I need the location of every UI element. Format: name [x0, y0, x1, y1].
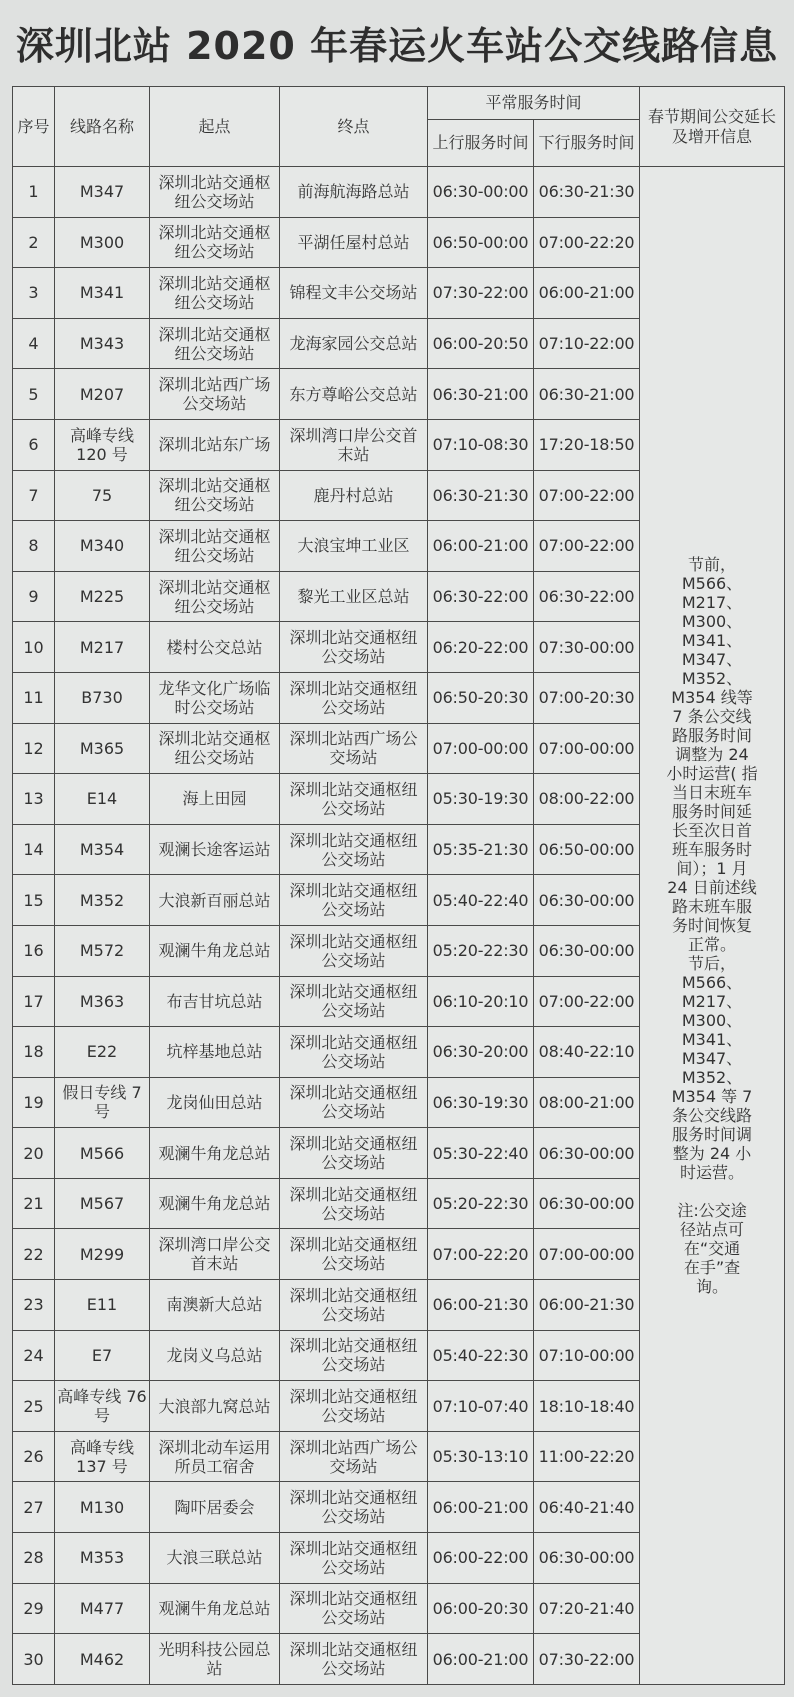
cell-down-time: 07:00-22:20 — [534, 217, 640, 268]
cell-up-time: 06:30-00:00 — [428, 167, 534, 218]
cell-seq: 2 — [13, 217, 55, 268]
cell-down-time: 06:30-21:00 — [534, 369, 640, 420]
cell-start-station: 南澳新大总站 — [150, 1280, 280, 1331]
cell-down-time: 07:10-00:00 — [534, 1330, 640, 1381]
cell-end-station: 深圳北站交通枢纽公交场站 — [280, 1229, 428, 1280]
cell-line-name: 75 — [55, 470, 150, 521]
cell-up-time: 07:00-00:00 — [428, 723, 534, 774]
cell-end-station: 深圳北站交通枢纽公交场站 — [280, 1077, 428, 1128]
cell-line-name: M340 — [55, 521, 150, 572]
cell-line-name: M225 — [55, 571, 150, 622]
cell-end-station: 深圳北站交通枢纽公交场站 — [280, 1583, 428, 1634]
cell-up-time: 05:20-22:30 — [428, 925, 534, 976]
cell-end-station: 深圳北站交通枢纽公交场站 — [280, 1330, 428, 1381]
cell-start-station: 深圳北站交通枢纽公交场站 — [150, 521, 280, 572]
cell-end-station: 深圳湾口岸公交首末站 — [280, 419, 428, 470]
cell-line-name: E14 — [55, 774, 150, 825]
cell-seq: 5 — [13, 369, 55, 420]
cell-down-time: 07:00-22:00 — [534, 976, 640, 1027]
cell-seq: 24 — [13, 1330, 55, 1381]
cell-down-time: 06:30-21:30 — [534, 167, 640, 218]
cell-end-station: 深圳北站交通枢纽公交场站 — [280, 824, 428, 875]
cell-down-time: 06:30-22:00 — [534, 571, 640, 622]
cell-start-station: 布吉甘坑总站 — [150, 976, 280, 1027]
cell-start-station: 深圳北站交通枢纽公交场站 — [150, 571, 280, 622]
cell-seq: 17 — [13, 976, 55, 1027]
cell-line-name: M566 — [55, 1128, 150, 1179]
header-festival: 春节期间公交延长及增开信息 — [640, 87, 785, 167]
cell-start-station: 光明科技公园总站 — [150, 1634, 280, 1685]
cell-seq: 22 — [13, 1229, 55, 1280]
cell-seq: 14 — [13, 824, 55, 875]
cell-end-station: 深圳北站西广场公交场站 — [280, 1431, 428, 1482]
cell-line-name: M572 — [55, 925, 150, 976]
cell-seq: 23 — [13, 1280, 55, 1331]
table-body — [13, 167, 785, 1685]
cell-seq: 8 — [13, 521, 55, 572]
cell-line-name: M207 — [55, 369, 150, 420]
cell-seq: 15 — [13, 875, 55, 926]
cell-end-station: 深圳北站交通枢纽公交场站 — [280, 1482, 428, 1533]
cell-end-station: 大浪宝坤工业区 — [280, 521, 428, 572]
cell-down-time: 06:40-21:40 — [534, 1482, 640, 1533]
cell-down-time: 08:40-22:10 — [534, 1027, 640, 1078]
cell-start-station: 深圳北站交通枢纽公交场站 — [150, 723, 280, 774]
cell-line-name: M352 — [55, 875, 150, 926]
header-row-1 — [13, 87, 785, 120]
cell-seq: 25 — [13, 1381, 55, 1432]
cell-up-time: 06:00-21:30 — [428, 1280, 534, 1331]
cell-start-station: 深圳北站交通枢纽公交场站 — [150, 167, 280, 218]
header-line: 线路名称 — [55, 87, 150, 167]
cell-up-time: 06:50-00:00 — [428, 217, 534, 268]
festival-note: 节前， M566、 M217、 M300、 M341、 M347、 M352、 M354 线等 7 条公交线 路服务时间 调整为 24 小时运营( 指 当日末班车 服务时间延 长至次日首 班车服务时 间）；1 月 24 日前述线 路末班车服 务时间恢复 正常。 节后， M566、 M217、 M300、 M341、 M347、 M352、 M354 等 7 条公交线路 服务时间调 整为 24 小 时运营。 注:公交途 径站点可 在“交通 在手”查 询。 — [640, 167, 785, 1685]
cell-line-name: M341 — [55, 268, 150, 319]
cell-line-name: B730 — [55, 672, 150, 723]
cell-end-station: 深圳北站交通枢纽公交场站 — [280, 1634, 428, 1685]
cell-start-station: 深圳北站交通枢纽公交场站 — [150, 470, 280, 521]
cell-down-time: 07:30-22:00 — [534, 1634, 640, 1685]
cell-start-station: 深圳北站交通枢纽公交场站 — [150, 318, 280, 369]
cell-seq: 27 — [13, 1482, 55, 1533]
cell-up-time: 05:30-13:10 — [428, 1431, 534, 1482]
cell-start-station: 深圳北站交通枢纽公交场站 — [150, 268, 280, 319]
cell-seq: 9 — [13, 571, 55, 622]
table-row — [13, 167, 785, 218]
header-start: 起点 — [150, 87, 280, 167]
cell-start-station: 深圳北站西广场公交场站 — [150, 369, 280, 420]
cell-end-station: 鹿丹村总站 — [280, 470, 428, 521]
cell-down-time: 18:10-18:40 — [534, 1381, 640, 1432]
bus-route-table — [12, 86, 785, 1685]
cell-down-time: 11:00-22:20 — [534, 1431, 640, 1482]
cell-seq: 29 — [13, 1583, 55, 1634]
cell-seq: 26 — [13, 1431, 55, 1482]
cell-start-station: 深圳北动车运用所员工宿舍 — [150, 1431, 280, 1482]
cell-up-time: 06:50-20:30 — [428, 672, 534, 723]
cell-seq: 30 — [13, 1634, 55, 1685]
cell-start-station: 海上田园 — [150, 774, 280, 825]
cell-end-station: 东方尊峪公交总站 — [280, 369, 428, 420]
cell-line-name: M354 — [55, 824, 150, 875]
cell-end-station: 前海航海路总站 — [280, 167, 428, 218]
cell-seq: 12 — [13, 723, 55, 774]
cell-down-time: 07:00-20:30 — [534, 672, 640, 723]
cell-line-name: M365 — [55, 723, 150, 774]
cell-end-station: 深圳北站交通枢纽公交场站 — [280, 1280, 428, 1331]
cell-up-time: 06:30-21:00 — [428, 369, 534, 420]
cell-seq: 20 — [13, 1128, 55, 1179]
cell-end-station: 深圳北站交通枢纽公交场站 — [280, 672, 428, 723]
cell-end-station: 深圳北站交通枢纽公交场站 — [280, 622, 428, 673]
cell-seq: 16 — [13, 925, 55, 976]
cell-end-station: 黎光工业区总站 — [280, 571, 428, 622]
cell-up-time: 05:40-22:40 — [428, 875, 534, 926]
header-normal-time: 平常服务时间 — [428, 87, 640, 120]
cell-start-station: 大浪三联总站 — [150, 1533, 280, 1584]
cell-start-station: 深圳北站交通枢纽公交场站 — [150, 217, 280, 268]
cell-start-station: 观澜牛角龙总站 — [150, 1178, 280, 1229]
page-title: 深圳北站 2020 年春运火车站公交线路信息 — [15, 24, 779, 68]
header-down-time: 下行服务时间 — [534, 120, 640, 167]
cell-line-name: 高峰专线 120 号 — [55, 419, 150, 470]
cell-down-time: 06:30-00:00 — [534, 1178, 640, 1229]
cell-up-time: 07:00-22:20 — [428, 1229, 534, 1280]
cell-up-time: 06:30-21:30 — [428, 470, 534, 521]
cell-line-name: M353 — [55, 1533, 150, 1584]
cell-line-name: 假日专线 7 号 — [55, 1077, 150, 1128]
cell-end-station: 龙海家园公交总站 — [280, 318, 428, 369]
cell-line-name: 高峰专线 137 号 — [55, 1431, 150, 1482]
cell-end-station: 深圳北站交通枢纽公交场站 — [280, 1533, 428, 1584]
cell-line-name: M567 — [55, 1178, 150, 1229]
cell-line-name: M130 — [55, 1482, 150, 1533]
cell-up-time: 05:35-21:30 — [428, 824, 534, 875]
cell-up-time: 06:00-20:50 — [428, 318, 534, 369]
cell-down-time: 07:00-00:00 — [534, 723, 640, 774]
cell-up-time: 06:00-21:00 — [428, 1482, 534, 1533]
cell-end-station: 深圳北站西广场公交场站 — [280, 723, 428, 774]
cell-seq: 19 — [13, 1077, 55, 1128]
cell-up-time: 07:30-22:00 — [428, 268, 534, 319]
cell-up-time: 06:00-21:00 — [428, 1634, 534, 1685]
cell-seq: 11 — [13, 672, 55, 723]
cell-line-name: M217 — [55, 622, 150, 673]
cell-down-time: 06:30-00:00 — [534, 1533, 640, 1584]
cell-line-name: M363 — [55, 976, 150, 1027]
cell-end-station: 深圳北站交通枢纽公交场站 — [280, 1027, 428, 1078]
cell-end-station: 深圳北站交通枢纽公交场站 — [280, 1128, 428, 1179]
cell-end-station: 深圳北站交通枢纽公交场站 — [280, 925, 428, 976]
cell-up-time: 05:30-19:30 — [428, 774, 534, 825]
cell-down-time: 07:00-22:00 — [534, 470, 640, 521]
cell-up-time: 05:30-22:40 — [428, 1128, 534, 1179]
cell-end-station: 平湖任屋村总站 — [280, 217, 428, 268]
cell-line-name: M477 — [55, 1583, 150, 1634]
cell-line-name: M347 — [55, 167, 150, 218]
cell-down-time: 08:00-22:00 — [534, 774, 640, 825]
cell-line-name: E7 — [55, 1330, 150, 1381]
cell-end-station: 深圳北站交通枢纽公交场站 — [280, 875, 428, 926]
cell-end-station: 锦程文丰公交场站 — [280, 268, 428, 319]
cell-seq: 10 — [13, 622, 55, 673]
cell-seq: 28 — [13, 1533, 55, 1584]
cell-start-station: 坑梓基地总站 — [150, 1027, 280, 1078]
cell-down-time: 06:00-21:30 — [534, 1280, 640, 1331]
cell-down-time: 07:00-00:00 — [534, 1229, 640, 1280]
cell-end-station: 深圳北站交通枢纽公交场站 — [280, 1178, 428, 1229]
cell-line-name: M300 — [55, 217, 150, 268]
cell-line-name: E11 — [55, 1280, 150, 1331]
cell-seq: 3 — [13, 268, 55, 319]
cell-start-station: 龙岗义乌总站 — [150, 1330, 280, 1381]
cell-down-time: 17:20-18:50 — [534, 419, 640, 470]
cell-start-station: 观澜牛角龙总站 — [150, 1128, 280, 1179]
cell-seq: 4 — [13, 318, 55, 369]
cell-start-station: 深圳北站东广场 — [150, 419, 280, 470]
cell-end-station: 深圳北站交通枢纽公交场站 — [280, 1381, 428, 1432]
cell-line-name: M299 — [55, 1229, 150, 1280]
cell-up-time: 07:10-07:40 — [428, 1381, 534, 1432]
header-seq: 序号 — [13, 87, 55, 167]
cell-seq: 6 — [13, 419, 55, 470]
cell-up-time: 06:00-21:00 — [428, 521, 534, 572]
cell-up-time: 05:40-22:30 — [428, 1330, 534, 1381]
cell-line-name: E22 — [55, 1027, 150, 1078]
cell-up-time: 06:00-20:30 — [428, 1583, 534, 1634]
cell-start-station: 龙华文化广场临时公交场站 — [150, 672, 280, 723]
cell-down-time: 08:00-21:00 — [534, 1077, 640, 1128]
cell-seq: 21 — [13, 1178, 55, 1229]
cell-start-station: 楼村公交总站 — [150, 622, 280, 673]
cell-start-station: 观澜牛角龙总站 — [150, 1583, 280, 1634]
cell-down-time: 07:30-00:00 — [534, 622, 640, 673]
cell-down-time: 06:00-21:00 — [534, 268, 640, 319]
cell-up-time: 06:30-19:30 — [428, 1077, 534, 1128]
cell-up-time: 06:30-22:00 — [428, 571, 534, 622]
cell-down-time: 06:30-00:00 — [534, 875, 640, 926]
cell-up-time: 07:10-08:30 — [428, 419, 534, 470]
cell-start-station: 龙岗仙田总站 — [150, 1077, 280, 1128]
header-up-time: 上行服务时间 — [428, 120, 534, 167]
cell-down-time: 07:20-21:40 — [534, 1583, 640, 1634]
cell-up-time: 06:20-22:00 — [428, 622, 534, 673]
cell-up-time: 06:00-22:00 — [428, 1533, 534, 1584]
cell-start-station: 大浪部九窝总站 — [150, 1381, 280, 1432]
cell-down-time: 06:50-00:00 — [534, 824, 640, 875]
cell-end-station: 深圳北站交通枢纽公交场站 — [280, 976, 428, 1027]
cell-down-time: 06:30-00:00 — [534, 925, 640, 976]
cell-end-station: 深圳北站交通枢纽公交场站 — [280, 774, 428, 825]
cell-seq: 13 — [13, 774, 55, 825]
cell-seq: 7 — [13, 470, 55, 521]
cell-down-time: 06:30-00:00 — [534, 1128, 640, 1179]
cell-line-name: 高峰专线 76 号 — [55, 1381, 150, 1432]
cell-line-name: M343 — [55, 318, 150, 369]
cell-start-station: 大浪新百丽总站 — [150, 875, 280, 926]
header-end: 终点 — [280, 87, 428, 167]
cell-start-station: 观澜牛角龙总站 — [150, 925, 280, 976]
cell-down-time: 07:00-22:00 — [534, 521, 640, 572]
cell-line-name: M462 — [55, 1634, 150, 1685]
cell-up-time: 05:20-22:30 — [428, 1178, 534, 1229]
cell-up-time: 06:30-20:00 — [428, 1027, 534, 1078]
cell-seq: 18 — [13, 1027, 55, 1078]
cell-start-station: 观澜长途客运站 — [150, 824, 280, 875]
cell-start-station: 深圳湾口岸公交首末站 — [150, 1229, 280, 1280]
cell-start-station: 陶吓居委会 — [150, 1482, 280, 1533]
cell-seq: 1 — [13, 167, 55, 218]
cell-down-time: 07:10-22:00 — [534, 318, 640, 369]
cell-up-time: 06:10-20:10 — [428, 976, 534, 1027]
